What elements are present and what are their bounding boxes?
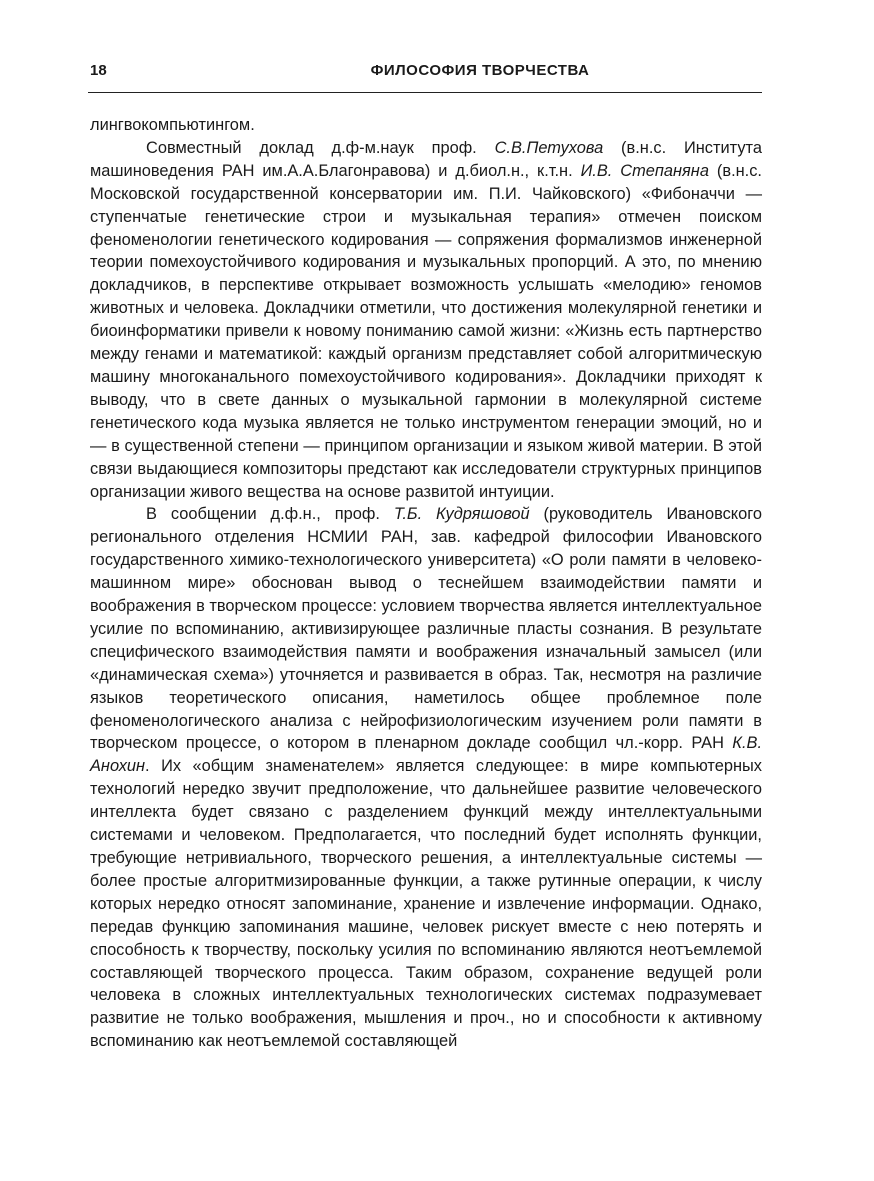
paragraph-kudryashova-report: В сообщении д.ф.н., проф. Т.Б. Кудряшовой (руководитель Ивановского регионального отделения НСМИИ РАН, зав. кафедрой философии Ивановского государственного химико-технологического университета) «О роли памяти в человеко-машинном мире» обоснован вывод о теснейшем взаимодействии памяти и воображения в творческом процессе: условием творчества является интеллектуальное усилие по вспоминанию, активизирующее различные пласты сознания. В результате специфического взаимодействия памяти и воображения изначальный замысел (или «динамическая схема») уточняется и развивается в образ. Так, несмотря на различие языков теоретического описания, наметилось общее проблемное поле феноменологического анализа с нейрофизиологическим изучением роли памяти в творческом процессе, о котором в пленарном докладе сообщил чл.-корр. РАН К.В. Анохин. Их «общим знаменателем» является следующее: в мире компьютерных технологий нередко звучит предположение, что дальнейшее развитие человеческого интеллекта будет связано с разделением функций между интеллектуальными системами и человеком. Предполагается, что последний будет исполнять функции, требующие нетривиального, творческого решения, а интеллектуальные системы — более простые алгоритмизированные функции, а также рутинные операции, к числу которых нередко относят запоминание, хранение и извлечение информации. Однако, передав функцию запоминания машине, человек рискует вместе с нею потерять и способность к творчеству, поскольку усилия по вспоминанию являются неотъемлемой составляющей творческого процесса. Таким образом, сохранение ведущей роли человека в сложных интеллектуальных технологических системах подразумевает развитие не только воображения, мышления и проч., но и способности к активному вспоминанию как неотъемлемой составляющей [90,505,763,1051]
author-name: С.В.Петухова [494,138,604,157]
header-rule [88,92,762,93]
page-number: 18 [90,62,107,79]
page-header [88,58,762,88]
running-title: ФИЛОСОФИЯ ТВОРЧЕСТВА [370,62,590,79]
author-name: К.В. Анохин [90,734,762,776]
author-name: И.В. Степаняна [580,161,709,180]
paragraph-petukhov-report: Совместный доклад д.ф-м.наук проф. С.В.Петухова (в.н.с. Института машиноведения РАН им.А.А.Благонравова) и д.биол.н., к.т.н. И.В. Степаняна (в.н.с. Московской государственной консерватории им. П.И. Чайковского) «Фибоначчи — ступенчатые генетические строи и музыкальная терапия» отмечен поиском феноменологии генетического кодирования — сопряжения формализмов инженерной теории помехоустойчивого кодирования и музыкальных пропорций. А это, по мнению докладчиков, в перспективе открывает возможность услышать «мелодию» геномов животных и человека. Докладчики отметили, что достижения молекулярной генетики и биоинформатики привели к новому пониманию самой жизни: «Жизнь есть партнерство между генами и математикой: каждый организм представляет собой алгоритмическую машину многоканального помехоустойчивого кодирования». Докладчики приходят к выводу, что в свете данных о музыкальной гармонии в молекулярной системе генетического кода музыка является не только инструментом генерации эмоций, но и — в существенной степени — принципом организации и языком живой материи. В этой связи выдающиеся композиторы предстают как исследователи структурных принципов организации живого вещества на основе развитой интуиции. [90,138,762,501]
body-text [90,114,762,1053]
paragraph-continuation: лингвокомпьютингом. [90,116,255,134]
author-name: Т.Б. Кудряшовой [393,505,530,524]
